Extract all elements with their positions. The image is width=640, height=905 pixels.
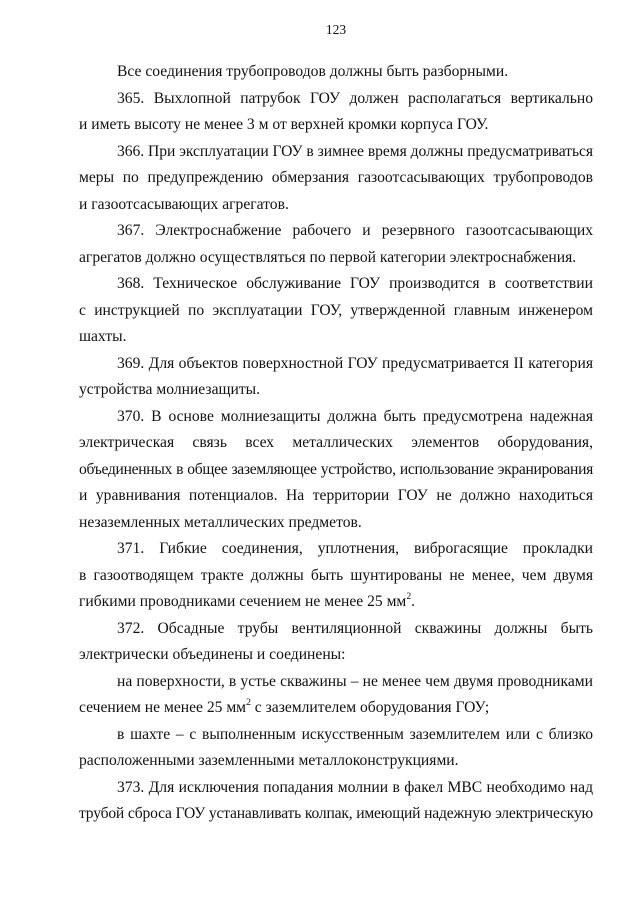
document-body — [79, 59, 593, 828]
text-line: устройства молниезащиты. — [79, 381, 261, 398]
text-line: электрически объединены и соединены: — [79, 646, 346, 663]
paragraph-9 — [79, 616, 593, 669]
text-line: 369. Для объектов поверхностной ГОУ предусматривается II категория — [117, 354, 593, 372]
text-line: объединенных в общее заземляющее устройство, использование экранирования — [79, 460, 593, 478]
text-line: и иметь высоту не менее 3 м от верхней кромки корпуса ГОУ. — [79, 116, 489, 133]
text-line: и уравнивания потенциалов. На территории ГОУ не должно находиться — [79, 487, 593, 504]
text-line — [79, 589, 593, 616]
paragraph-8 — [79, 536, 593, 616]
text-line: меры по предупреждению обмерзания газоотсасывающих трубопроводов — [79, 169, 593, 186]
text-line: на поверхности, в устье скважины – не менее чем двумя проводниками — [117, 672, 593, 690]
text-line: шахты. — [79, 328, 127, 345]
superscript: 2 — [246, 696, 251, 708]
text-line: 371. Гибкие соединения, уплотнения, виброгасящие прокладки — [117, 540, 593, 557]
paragraph-3 — [79, 139, 593, 219]
paragraph-11 — [79, 722, 593, 775]
text-line: электрическая связь всех металлических элементов оборудования, — [79, 434, 593, 451]
text-line: агрегатов должно осуществляться по первой категории электроснабжения. — [79, 248, 577, 266]
paragraph-10 — [79, 669, 593, 722]
paragraph-1 — [79, 59, 593, 86]
text-line: незаземленных металлических предметов. — [79, 513, 362, 531]
text-line: 370. В основе молниезащиты должна быть предусмотрена надежная — [117, 407, 593, 425]
paragraph-6 — [79, 351, 593, 404]
text-line: 365. Выхлопной патрубок ГОУ должен располагаться вертикально — [117, 89, 593, 107]
text-segment: гибкими проводниками сечением не менее 25 мм — [79, 593, 407, 610]
text-line: 372. Обсадные трубы вентиляционной скважины должны быть — [117, 619, 593, 637]
text-line: 367. Электроснабжение рабочего и резервного газоотсасывающих — [117, 222, 593, 239]
text-line: Все соединения трубопроводов должны быть разборными. — [117, 63, 509, 80]
text-line: трубой сброса ГОУ устанавливать колпак, имеющий надежную электрическую — [79, 805, 593, 822]
text-line: 366. При эксплуатации ГОУ в зимнее время должны предусматриваться — [117, 142, 593, 160]
text-segment: сечением не менее 25 мм — [79, 699, 247, 716]
text-line: с инструкцией по эксплуатации ГОУ, утвержденной главным инженером — [79, 301, 593, 319]
text-line: в шахте – с выполненным искусственным заземлителем или с близко — [117, 725, 593, 743]
paragraph-7 — [79, 404, 593, 537]
text-line: расположенными заземленными металлоконструкциями. — [79, 752, 459, 769]
text-segment: . — [411, 593, 416, 610]
text-line: и газоотсасывающих агрегатов. — [79, 195, 289, 213]
text-line: 373. Для исключения попадания молнии в факел МВС необходимо над — [117, 778, 593, 796]
text-line: в газоотводящем тракте должны быть шунтированы не менее, чем двумя — [79, 566, 593, 584]
text-segment: с заземлителем оборудования ГОУ; — [250, 699, 490, 716]
text-line: 368. Техническое обслуживание ГОУ производится в соответствии — [117, 275, 593, 292]
text-line — [79, 695, 593, 722]
paragraph-2 — [79, 86, 593, 139]
superscript: 2 — [406, 590, 412, 602]
paragraph-4 — [79, 218, 593, 271]
page-number: 123 — [325, 22, 347, 37]
paragraph-12 — [79, 775, 593, 828]
paragraph-5 — [79, 271, 593, 351]
